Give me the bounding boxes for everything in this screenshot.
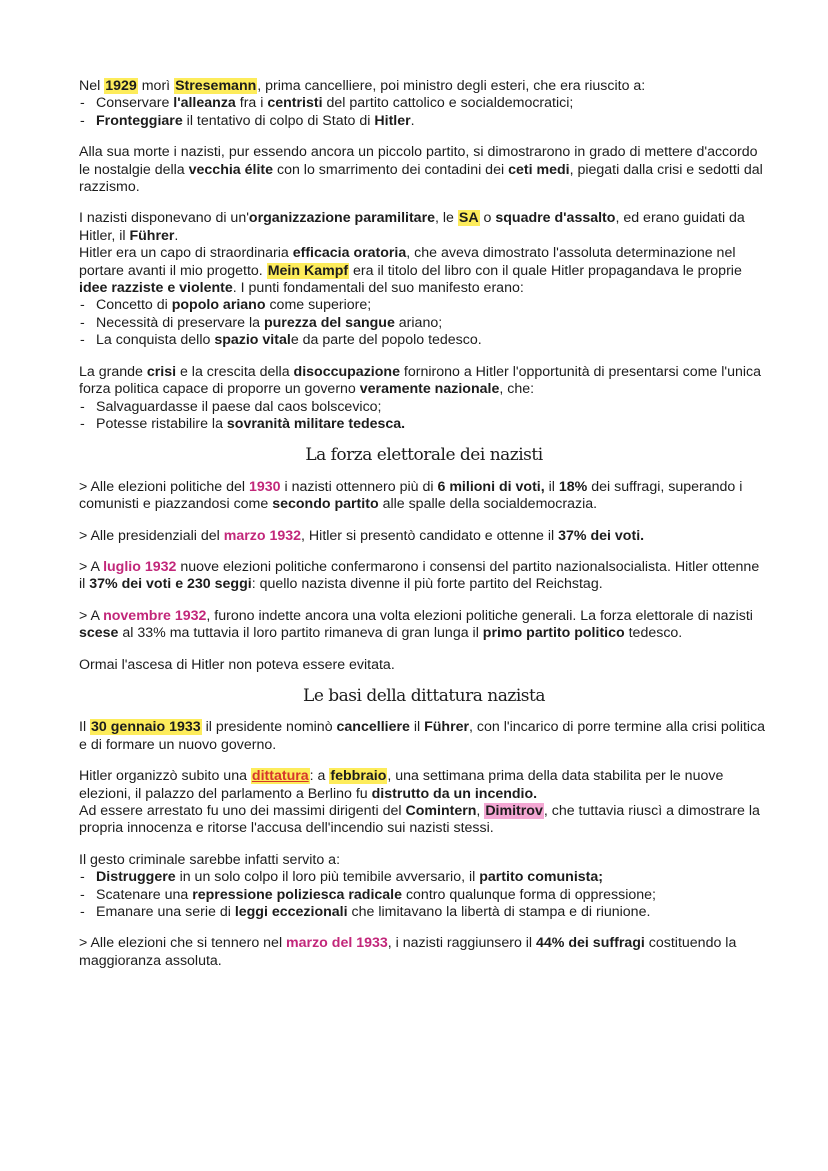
paragraph-elections-1930: > Alle elezioni politiche del 1930 i nazisti ottennero più di 6 milioni di voti, il 18% dei suffragi, superando i comunisti e piazzandosi come secondo partito alle spalle della socialdemocrazia. [79,478,743,513]
highlight-dittatura: dittatura [251,768,309,785]
highlight-mein-kampf: Mein Kampf [267,262,349,279]
paragraph-mein-kampf: Hitler era un capo di straordinaria efficacia oratoria, che aveva dimostrato l'assoluta determinazione nel portare avanti il mio progetto. Mein Kampf era il titolo del libro con il quale Hitler propagandava le proprie idee razziste e violente. I punti fondamentali del suo manifesto erano: [79,245,742,297]
paragraph-criminal-act: Il gesto criminale sarebbe infatti servito a: [79,851,341,868]
document-page [79,78,769,984]
list-item: - Necessità di preservare la purezza del sangue ariano; [79,315,769,332]
highlight-sa: SA [458,210,479,227]
paragraph-crisis: La grande crisi e la crescita della disoccupazione fornirono a Hitler l'opportunità di presentarsi come l'unica forza politica capace di proporre un governo veramente nazionale, che: [79,363,762,398]
paragraph-elections-november-1932: > A novembre 1932, furono indette ancora una volta elezioni politiche generali. La forza elettorale di nazisti scese al 33% ma tuttavia il loro partito rimaneva di gran lunga il primo partito politico tedesco. [79,607,753,642]
highlight-febbraio: febbraio [330,768,387,785]
list-item: - Conservare l'alleanza fra i centristi del partito cattolico e socialdemocratici; [79,95,769,112]
highlight-year: 1929 [105,78,137,94]
paragraph-dimitrov: Ad essere arrestato fu uno dei massimi dirigenti del Comintern, Dimitrov, che tuttavia riuscì a dimostrare la propria innocenza e ritorse l'accusa dell'incendio sui nazisti stessi. [79,803,760,837]
list-item: - Distruggere in un solo colpo il loro più temibile avversario, il partito comunista; [79,869,769,886]
paragraph-sa: I nazisti disponevano di un'organizzazione paramilitare, le SA o squadre d'assalto, ed erano guidati da Hitler, il Führer. [79,210,745,244]
list-item: - Scatenare una repressione poliziesca radicale contro qualunque forma di oppressione; [79,887,769,904]
paragraph-elections-july-1932: > A luglio 1932 nuove elezioni politiche confermarono i consensi del partito nazionalsocialista. Hitler ottenne il 37% dei voti e 230 seggi: quello nazista divenne il più forte partito del Reichstag. [79,558,760,593]
paragraph-ascent: Ormai l'ascesa di Hitler non poteva essere evitata. [79,656,395,673]
list-consequences [79,869,769,921]
highlight-dimitrov: Dimitrov [485,803,543,819]
paragraph-elections-march-1932: > Alle presidenziali del marzo 1932, Hitler si presentò candidato e ottenne il 37% dei voti. [79,527,645,544]
list-item: - Fronteggiare il tentativo di colpo di Stato di Hitler. [79,113,769,130]
list-item: - Concetto di popolo ariano come superiore; [79,297,769,314]
section-heading-dictatorship: Le basi della dittatura nazista [303,685,545,706]
list-stresemann [79,95,769,130]
list-manifesto [79,297,769,349]
list-item: - La conquista dello spazio vitale da parte del popolo tedesco. [79,332,769,349]
paragraph-nazi-rise: Alla sua morte i nazisti, pur essendo ancora un piccolo partito, si dimostrarono in grado di mettere d'accordo le nostalgie della vecchia élite con lo smarrimento dei contadini dei ceti medi, piegati dalla crisi e sedotti dal razzismo. [79,144,763,196]
paragraph-chancellor: Il 30 gennaio 1933 il presidente nominò cancelliere il Führer, con l'incarico di porre termine alla crisi politica e di formare un nuovo governo. [79,719,766,753]
list-item: - Salvaguardasse il paese dal caos bolscevico; [79,399,769,416]
highlight-date: 30 gennaio 1933 [91,719,201,736]
paragraph-elections-1933: > Alle elezioni che si tennero nel marzo del 1933, i nazisti raggiunsero il 44% dei suffragi costituendo la maggioranza assoluta. [79,935,737,969]
paragraph-stresemann: Nel 1929 morì Stresemann, prima cancelliere, poi ministro degli esteri, che era riuscito a: [79,78,646,94]
section-heading-electoral: La forza elettorale dei nazisti [305,445,543,466]
highlight-name: Stresemann [175,78,257,94]
list-item: - Emanare una serie di leggi eccezionali che limitavano la libertà di stampa e di riunione. [79,904,769,921]
list-item: - Potesse ristabilire la sovranità militare tedesca. [79,416,769,433]
paragraph-fire: Hitler organizzò subito una dittatura: a febbraio, una settimana prima della data stabilita per le nuove elezioni, il palazzo del parlamento a Berlino fu distrutto da un incendio. [79,768,724,802]
list-government [79,399,769,434]
